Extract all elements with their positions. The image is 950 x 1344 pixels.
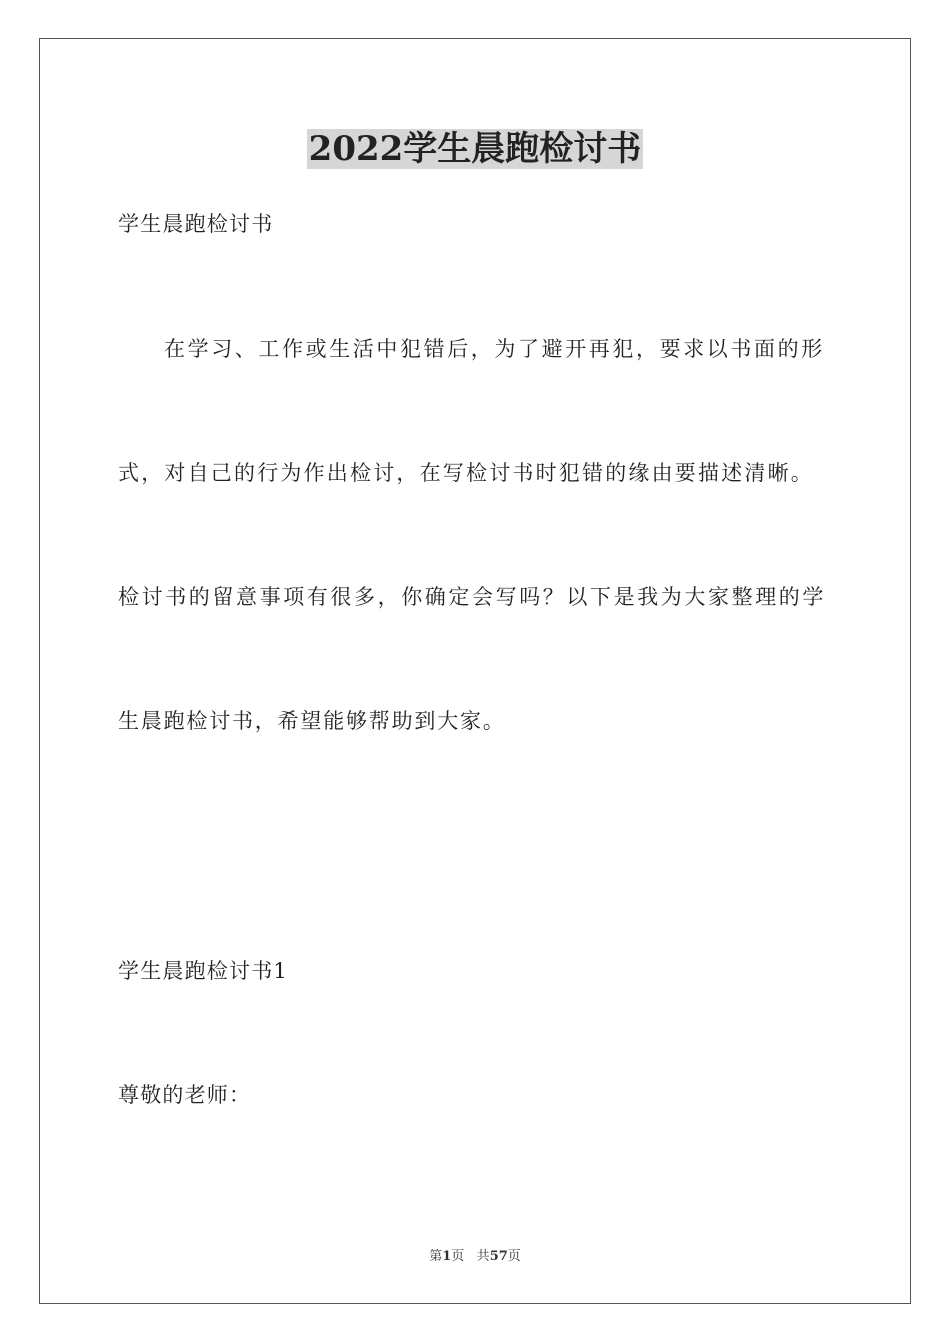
- section-heading: 学生晨跑检讨书1: [118, 959, 288, 983]
- page-footer: [0, 1247, 950, 1267]
- footer-page-prefix: 第: [429, 1249, 443, 1264]
- document-title-text: 2022学生晨跑检讨书: [308, 129, 642, 169]
- footer-total-suffix: 页: [507, 1249, 521, 1264]
- footer-page-number: 1: [442, 1249, 452, 1264]
- document-subtitle: 学生晨跑检讨书: [118, 212, 274, 236]
- document-title: [0, 126, 950, 172]
- footer-total-pages: 57: [489, 1249, 508, 1264]
- intro-line-2: 式，对自己的行为作出检讨，在写检讨书时犯错的缘由要描述清晰。: [118, 461, 814, 485]
- intro-line-1: 在学习、工作或生活中犯错后，为了避开再犯，要求以书面的形: [164, 337, 825, 361]
- intro-line-4: 生晨跑检讨书，希望能够帮助到大家。: [118, 709, 506, 733]
- footer-total-prefix: 共: [476, 1249, 490, 1264]
- footer-page-suffix: 页: [451, 1249, 465, 1264]
- salutation: 尊敬的老师：: [118, 1083, 252, 1107]
- intro-line-3: 检讨书的留意事项有很多，你确定会写吗？以下是我为大家整理的学: [118, 585, 826, 609]
